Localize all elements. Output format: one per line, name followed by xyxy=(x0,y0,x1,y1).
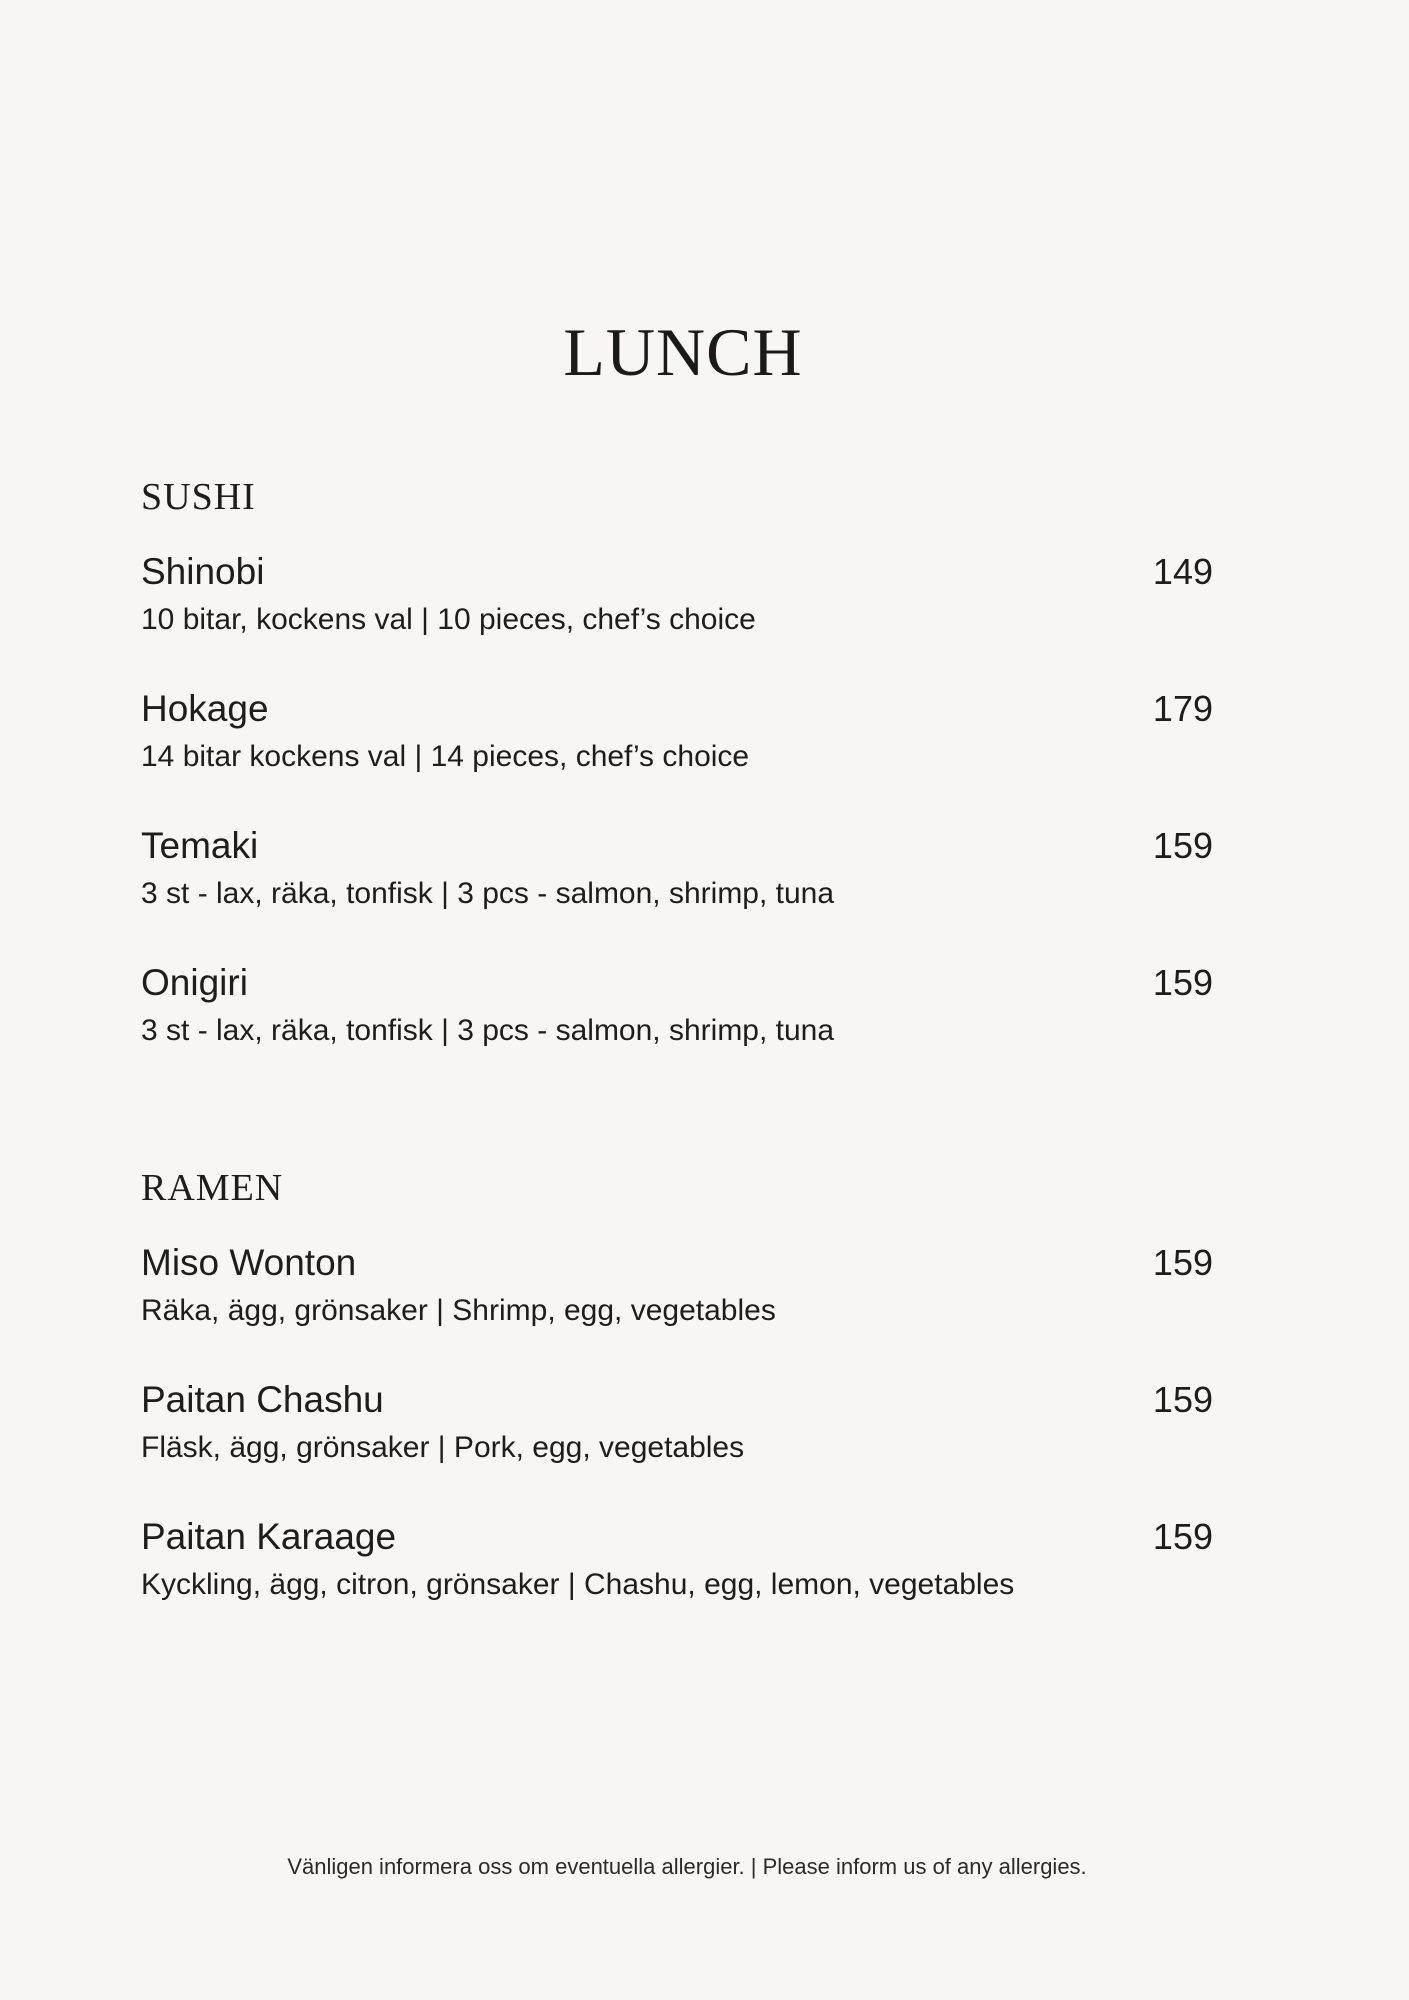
item-price: 159 xyxy=(1152,1242,1213,1283)
item-name: Onigiri xyxy=(141,962,248,1003)
item-description: Kyckling, ägg, citron, grönsaker | Chashu, egg, lemon, vegetables xyxy=(141,1567,1015,1601)
item-description: 3 st - lax, räka, tonfisk | 3 pcs - salmon, shrimp, tuna xyxy=(141,876,835,910)
menu-item-temaki xyxy=(141,826,1213,963)
menu-item-hokage xyxy=(141,689,1213,826)
item-name: Temaki xyxy=(141,825,259,866)
section-heading-sushi: SUSHI xyxy=(141,476,256,518)
allergy-note: Vänligen informera oss om eventuella allergier. | Please inform us of any allergies. xyxy=(287,1854,1087,1879)
item-description: 14 bitar kockens val | 14 pieces, chef’s choice xyxy=(141,739,750,773)
item-price: 159 xyxy=(1152,1379,1213,1420)
menu-item-onigiri xyxy=(141,963,1213,1100)
item-price: 159 xyxy=(1152,962,1213,1003)
item-description: 10 bitar, kockens val | 10 pieces, chef’s choice xyxy=(141,602,756,636)
item-name: Paitan Chashu xyxy=(141,1379,384,1420)
menu-item-miso-wonton xyxy=(141,1243,1213,1380)
item-price: 159 xyxy=(1152,825,1213,866)
ramen-items xyxy=(141,1243,1213,1654)
item-name: Paitan Karaage xyxy=(141,1516,397,1557)
item-price: 149 xyxy=(1152,551,1213,592)
menu-item-shinobi xyxy=(141,552,1213,689)
item-price: 159 xyxy=(1152,1516,1213,1557)
item-price: 179 xyxy=(1152,688,1213,729)
item-description: 3 st - lax, räka, tonfisk | 3 pcs - salmon, shrimp, tuna xyxy=(141,1013,835,1047)
item-name: Shinobi xyxy=(141,551,265,592)
page-title: LUNCH xyxy=(563,314,803,390)
item-description: Fläsk, ägg, grönsaker | Pork, egg, vegetables xyxy=(141,1430,745,1464)
section-heading-ramen: RAMEN xyxy=(141,1167,284,1209)
sushi-items xyxy=(141,552,1213,1100)
menu-item-paitan-karaage xyxy=(141,1517,1213,1654)
item-description: Räka, ägg, grönsaker | Shrimp, egg, vegetables xyxy=(141,1293,776,1327)
item-name: Hokage xyxy=(141,688,269,729)
item-name: Miso Wonton xyxy=(141,1242,357,1283)
menu-item-paitan-chashu xyxy=(141,1380,1213,1517)
section-ramen xyxy=(141,1169,1213,1654)
section-sushi xyxy=(141,478,1213,1100)
